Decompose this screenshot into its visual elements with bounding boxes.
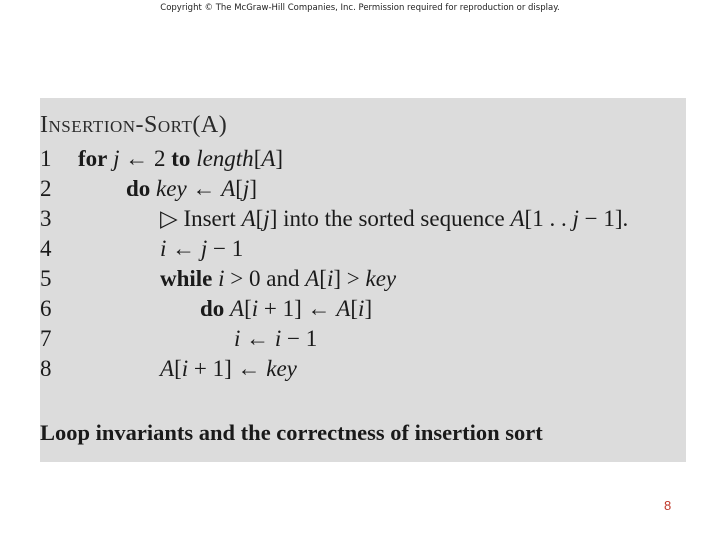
title-smallcaps-1: NSERTION (48, 117, 136, 136)
section-heading: Loop invariants and the correctness of insertion sort (40, 420, 543, 445)
line-number: 3 (40, 206, 52, 231)
line-number: 1 (40, 146, 52, 171)
line-text: do key ← A[j] (126, 176, 257, 201)
line-text: i ← i − 1 (234, 326, 318, 351)
line-number: 4 (40, 236, 52, 261)
line-text: i ← j − 1 (160, 236, 244, 261)
title-args: (A) (192, 112, 228, 138)
procedure-title (40, 112, 227, 139)
line-number: 2 (40, 176, 52, 201)
title-dash: - (135, 112, 145, 138)
line-number: 8 (40, 356, 52, 381)
copyright-notice: Copyright © The McGraw-Hill Companies, Inc. Permission required for reproduction or display. (160, 3, 560, 13)
line-number: 7 (40, 326, 52, 351)
line-number: 6 (40, 296, 52, 321)
line-number: 5 (40, 266, 52, 291)
line-text: do A[i + 1] ← A[i] (200, 296, 373, 321)
line-text: ▷ Insert A[j] into the sorted sequence A[1 . . j − 1]. (160, 206, 629, 231)
line-text: for j ← 2 to length[A] (78, 146, 284, 171)
title-initial-i: I (40, 112, 49, 138)
line-text: A[i + 1] ← key (160, 356, 297, 381)
scanned-textbook-excerpt (40, 98, 686, 462)
line-text: while i > 0 and A[i] > key (160, 266, 397, 291)
title-initial-s: S (144, 112, 158, 138)
title-smallcaps-2: ORT (157, 117, 193, 136)
page-number: 8 (664, 498, 672, 513)
